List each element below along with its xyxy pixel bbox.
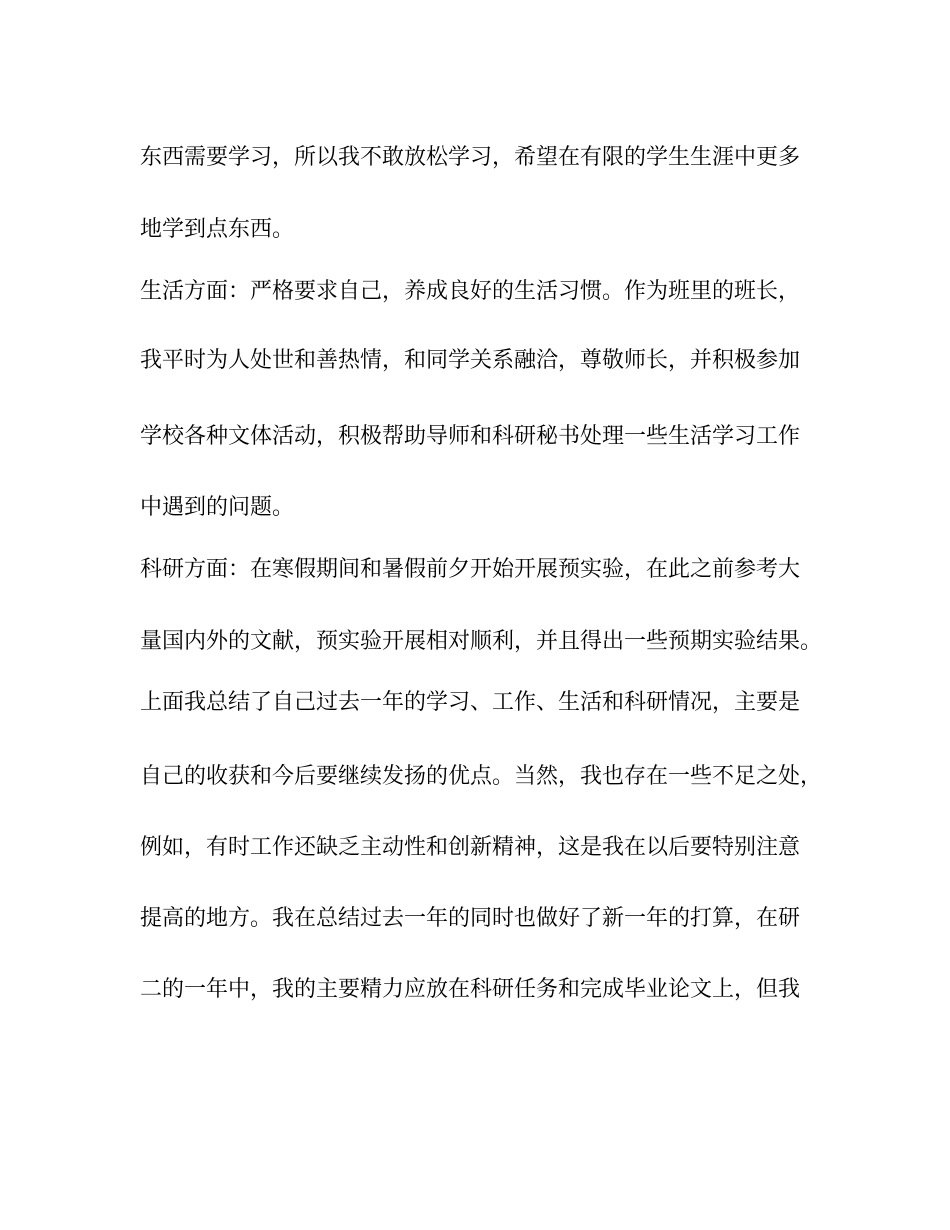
- text-line: 提高的地方。我在总结过去一年的同时也做好了新一年的打算，在研: [140, 906, 801, 931]
- text-line: 量国内外的文献，预实验开展相对顺利，并且得出一些预期实验结果。: [140, 629, 823, 654]
- text-line: 二的一年中，我的主要精力应放在科研任务和完成毕业论文上，但我: [140, 977, 801, 1002]
- text-line: 我平时为人处世和善热情，和同学关系融洽，尊敬师长，并积极参加: [140, 348, 801, 373]
- text-line: 自己的收获和今后要继续发扬的优点。当然，我也存在一些不足之处，: [140, 764, 823, 789]
- text-line: 东西需要学习，所以我不敢放松学习，希望在有限的学生生涯中更多: [140, 145, 801, 170]
- text-line: 科研方面：在寒假期间和暑假前夕开始开展预实验，在此之前参考大: [140, 557, 801, 582]
- text-line: 生活方面：严格要求自己，养成良好的生活习惯。作为班里的班长，: [140, 279, 801, 304]
- text-line: 学校各种文体活动，积极帮助导师和科研秘书处理一些生活学习工作: [140, 424, 801, 449]
- text-line: 中遇到的问题。: [140, 495, 295, 520]
- text-line: 地学到点东西。: [140, 217, 295, 242]
- text-line: 上面我总结了自己过去一年的学习、工作、生活和科研情况，主要是: [140, 690, 801, 715]
- text-line: 例如，有时工作还缺乏主动性和创新精神，这是我在以后要特别注意: [140, 835, 801, 860]
